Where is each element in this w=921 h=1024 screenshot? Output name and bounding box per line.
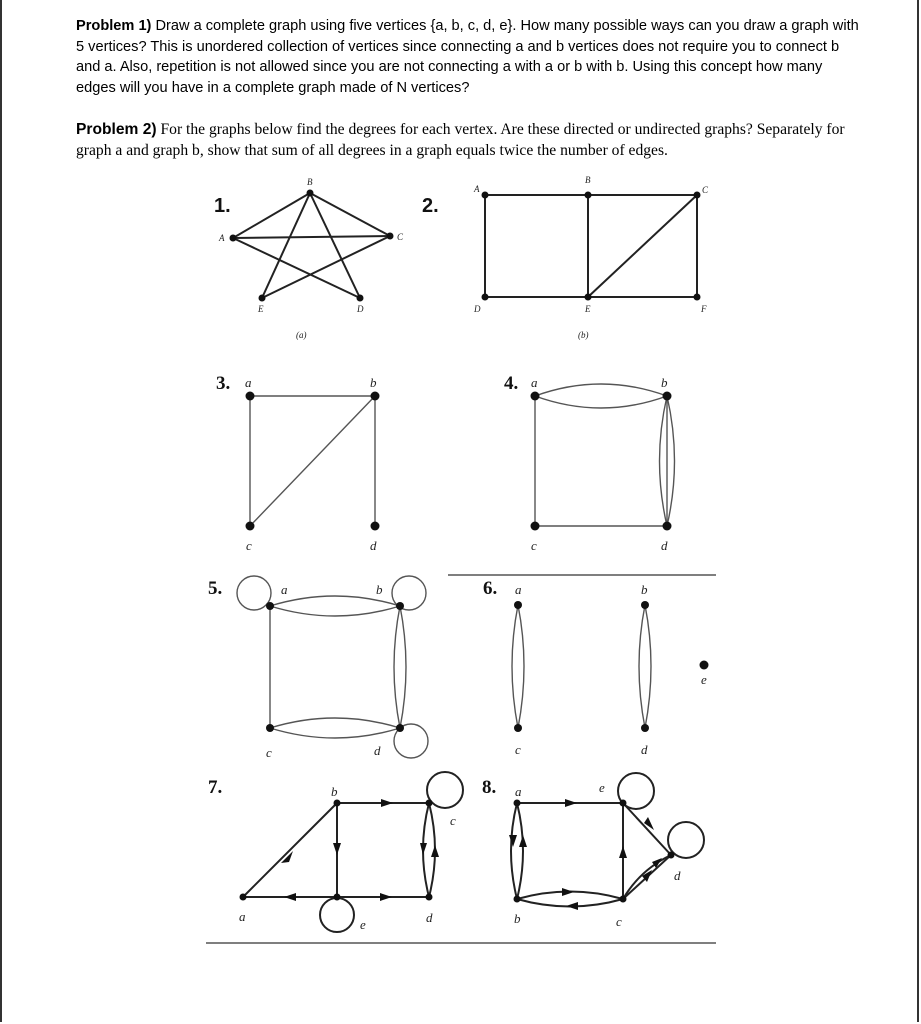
vertex-label: c [531, 538, 537, 553]
arrow-head [333, 843, 341, 855]
edge [645, 605, 651, 728]
graph-2-number: 2. [422, 195, 439, 217]
vertex-c [514, 724, 522, 732]
edge [535, 396, 667, 408]
vertex-b [663, 392, 672, 401]
arrow-head [562, 888, 574, 896]
vertex-label: d [370, 538, 377, 553]
edge [511, 803, 517, 899]
edge [667, 396, 675, 526]
vertex-label: d [641, 742, 648, 757]
vertex-label: D [474, 304, 481, 314]
vertex-a [246, 392, 255, 401]
arrow-head [619, 846, 627, 858]
vertex-e [700, 661, 709, 670]
edge [233, 193, 310, 238]
edge [588, 195, 697, 297]
vertex-e [334, 894, 341, 901]
vertex-label: c [616, 914, 622, 929]
vertex-label: a [239, 909, 246, 924]
vertex-label: A [219, 233, 225, 243]
vertex-label: B [585, 175, 591, 185]
arrow-head [565, 799, 577, 807]
arrow-head [380, 893, 392, 901]
edge [623, 803, 671, 855]
vertex-label: d [426, 910, 433, 925]
graph-8-number: 8. [482, 777, 497, 798]
vertex-label: b [376, 582, 383, 597]
vertex-label: a [281, 582, 288, 597]
vertex-label: b [641, 582, 648, 597]
vertex-b [641, 601, 649, 609]
vertex-a [266, 602, 274, 610]
vertex-a [240, 894, 247, 901]
vertex-label: e [360, 917, 366, 932]
graph-3-number: 3. [216, 373, 231, 394]
vertex-label: E [258, 304, 264, 314]
vertex-d [641, 724, 649, 732]
edge [250, 396, 375, 526]
vertex-label: C [702, 185, 709, 195]
arrow-head [381, 799, 393, 807]
vertex-c [426, 800, 433, 807]
graph-7 [208, 772, 463, 932]
arrow-head [284, 893, 296, 901]
vertex-b [371, 392, 380, 401]
edge [270, 718, 400, 728]
vertex-label: A [474, 184, 480, 194]
vertex-A [230, 235, 237, 242]
edge [270, 606, 400, 616]
vertex-e [620, 800, 627, 807]
vertex-c [246, 522, 255, 531]
graph-2 [422, 175, 709, 340]
edge [394, 606, 400, 728]
arrow-head [431, 845, 439, 857]
edge [233, 236, 390, 238]
vertex-label: b [514, 911, 521, 926]
vertex-label: C [397, 232, 404, 242]
graph-4 [504, 373, 675, 553]
vertex-a [514, 601, 522, 609]
vertex-label: d [374, 743, 381, 758]
graph-6-number: 6. [483, 578, 498, 599]
edge [517, 803, 523, 899]
vertex-d [371, 522, 380, 531]
graph-4-number: 4. [504, 373, 519, 394]
vertex-label: c [450, 813, 456, 828]
arrow-head [519, 835, 527, 847]
vertex-a [531, 392, 540, 401]
edge [310, 193, 360, 298]
arrow-head [566, 902, 578, 910]
vertex-A [482, 192, 489, 199]
vertex-label: a [515, 582, 522, 597]
vertex-label: d [661, 538, 668, 553]
edge [233, 238, 360, 298]
vertex-d [396, 724, 404, 732]
vertex-label: c [515, 742, 521, 757]
edge [310, 193, 390, 236]
vertex-label: e [701, 672, 707, 687]
edge [518, 605, 524, 728]
vertex-label: d [674, 868, 681, 883]
edge [270, 728, 400, 738]
vertex-C [387, 233, 394, 240]
graph-1-caption: (a) [296, 330, 307, 340]
vertex-d [426, 894, 433, 901]
vertex-label: a [531, 375, 538, 390]
vertex-C [694, 192, 701, 199]
vertex-b [334, 800, 341, 807]
graph-1-number: 1. [214, 195, 231, 217]
vertex-F [694, 294, 701, 301]
vertex-label: c [266, 745, 272, 760]
vertex-label: D [357, 304, 364, 314]
edge [270, 596, 400, 606]
edge [535, 384, 667, 396]
graph-5 [208, 576, 428, 760]
vertex-label: a [245, 375, 252, 390]
vertex-d [663, 522, 672, 531]
problem-2-text: For the graphs below find the degrees for each vertex. Are these directed or undirected graphs? Separately for graph a and graph b, show that sum of all degrees in a graph equals twice the number of edges. [76, 121, 845, 159]
edge [512, 605, 518, 728]
graph-2-caption: (b) [578, 330, 589, 340]
vertex-a [514, 800, 521, 807]
loop-edge [320, 898, 354, 932]
vertex-label: F [701, 304, 707, 314]
edge [262, 236, 390, 298]
vertex-label: e [599, 780, 605, 795]
vertex-label: b [661, 375, 668, 390]
edge [485, 195, 697, 297]
loop-edge [237, 576, 271, 610]
vertex-b [396, 602, 404, 610]
graph-5-number: 5. [208, 578, 223, 599]
problem-1-label: Problem 1) [76, 18, 152, 34]
graph-7-number: 7. [208, 777, 223, 798]
edge [243, 803, 337, 897]
edge [639, 605, 645, 728]
vertex-label: b [331, 784, 338, 799]
vertex-E [259, 295, 266, 302]
vertex-label: a [515, 784, 522, 799]
edge [660, 396, 668, 526]
vertex-D [357, 295, 364, 302]
graph-3 [216, 373, 380, 553]
vertex-label: c [246, 538, 252, 553]
vertex-E [585, 294, 592, 301]
edge [262, 193, 310, 298]
graph-6 [483, 578, 709, 757]
edge [400, 606, 406, 728]
vertex-c [620, 896, 627, 903]
vertex-d [668, 852, 675, 859]
graph-8 [482, 773, 704, 929]
vertex-label: b [370, 375, 377, 390]
vertex-c [266, 724, 274, 732]
problem-2-label: Problem 2) [76, 121, 157, 138]
vertex-label: B [307, 177, 313, 187]
vertex-B [307, 190, 314, 197]
vertex-D [482, 294, 489, 301]
vertex-B [585, 192, 592, 199]
vertex-label: E [585, 304, 591, 314]
vertex-b [514, 896, 521, 903]
arrow-head [420, 843, 427, 855]
graph-1 [214, 177, 404, 340]
vertex-c [531, 522, 540, 531]
problem-1-text: Draw a complete graph using five vertices {a, b, c, d, e}. How many possible ways can you draw a graph with 5 vertices? This is unordered collection of vertices since connecting a and b vertices does not require you to connect b and a. Also, repetition is not allowed since you are not connecting a with a or b with b. Using this concept how many edges will you have in a complete graph made of N vertices? [76, 18, 859, 96]
